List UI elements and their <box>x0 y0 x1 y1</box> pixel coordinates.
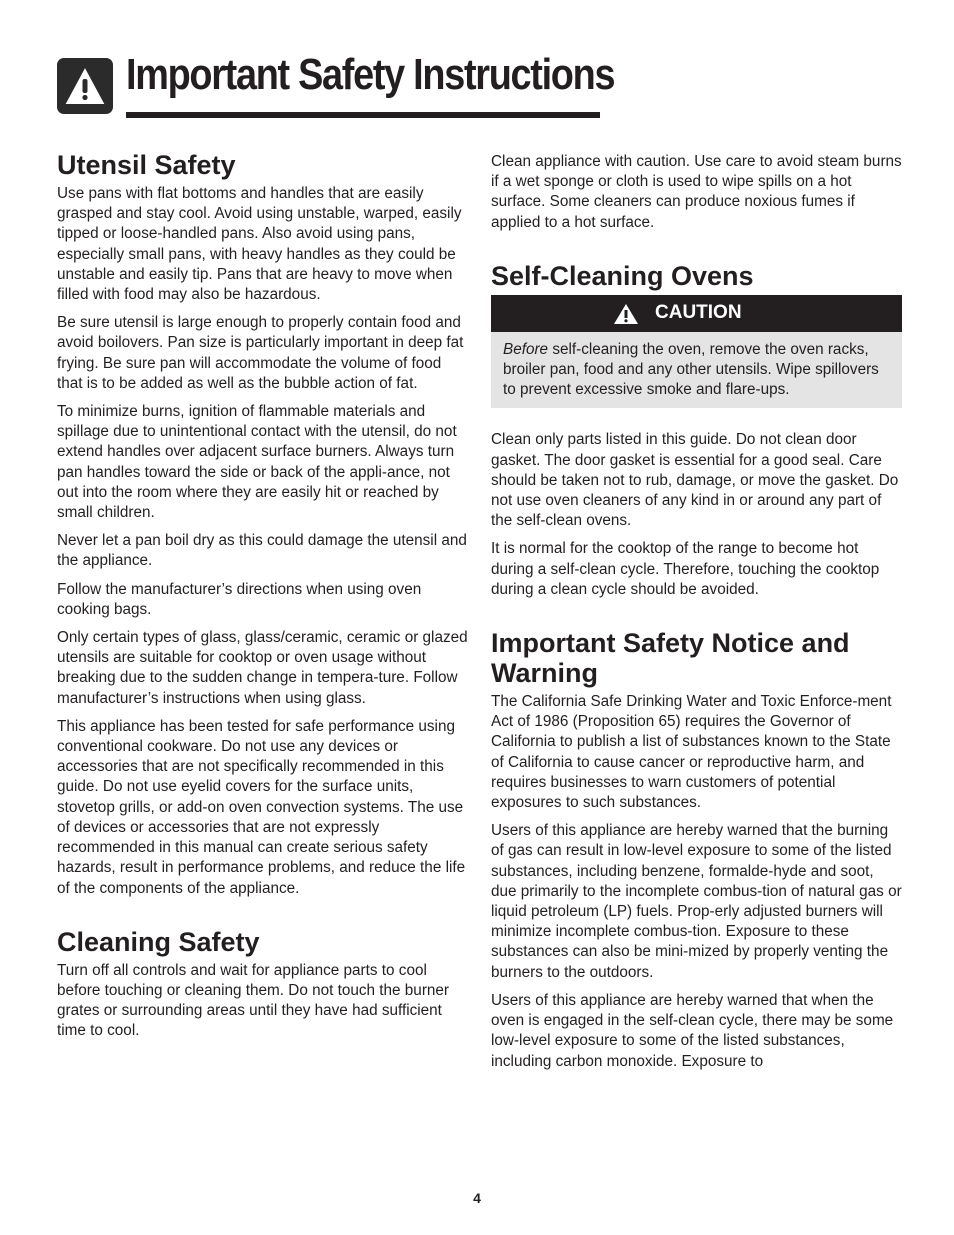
right-column <box>491 152 903 1080</box>
utensil-paragraph: To minimize burns, ignition of flammable materials and spillage due to unintentional contact with the utensil, do not extend handles over adjacent surface burners. Always turn pan handles toward the side or back of the appli-ance, not out into the room where they are easily hit or reached by small children. <box>57 403 457 522</box>
caution-box <box>491 295 902 409</box>
caution-text <box>503 340 890 401</box>
caution-message: self-cleaning the oven, remove the oven racks, broiler pan, food and any other utensils. Wipe spillovers to prevent excessive smoke and flare-ups. <box>503 340 879 399</box>
self-cleaning-heading: Self-Cleaning Ovens <box>491 260 754 291</box>
utensil-paragraph: Follow the manufacturer’s directions when using oven cooking bags. <box>57 580 422 618</box>
warning-icon <box>57 58 113 114</box>
caution-label: CAUTION <box>655 301 742 323</box>
utensil-paragraph: This appliance has been tested for safe performance using conventional cookware. Do not use any devices or accessories that are not specifically recommended in this guide. Do not use eyelid covers for the surface units, stovetop grills, or add-on oven convection systems. The use of devices or accessories that are not expressly recommended in this manual can create serious safety hazards, result in performance problems, and reduce the life of the components of the appliance. <box>57 717 466 897</box>
utensil-paragraph: Never let a pan boil dry as this could damage the utensil and the appliance. <box>57 532 467 570</box>
utensil-paragraph: Use pans with flat bottoms and handles that are easily grasped and stay cool. Avoid using unstable, warped, easily tipped or loose-handled pans. Also avoid using pans, especially small pans, with heavy handles as they could be unstable and easily tip. Pans that are heavy to move when filled with food may also be hazardous. <box>57 185 462 304</box>
utensil-safety-heading: Utensil Safety <box>57 150 236 180</box>
caution-body <box>491 332 902 409</box>
utensil-paragraph: Only certain types of glass, glass/ceramic, ceramic or glazed utensils are suitable for cooktop or oven usage without breaking due to the sudden change in tempera-ture. Follow manufacturer’s instructions when using glass. <box>57 629 468 707</box>
utensil-paragraph: Be sure utensil is large enough to properly contain food and avoid boilovers. Pan size is particularly important in deep fat frying. Be sure pan will accommodate the volume of food that is to be added as well as the bubble action of fat. <box>57 314 464 392</box>
page-title: Important Safety Instructions <box>126 50 615 99</box>
cleaning-safety-heading: Cleaning Safety <box>57 926 260 957</box>
page-number: 4 <box>473 1190 481 1206</box>
cleaning-paragraph: Turn off all controls and wait for appliance parts to cool before touching or cleaning them. Do not touch the burner grates or surrounding areas until they have had sufficient time to cool. <box>57 961 450 1040</box>
safety-notice-heading: Important Safety Notice and Warning <box>491 628 850 689</box>
self-cleaning-paragraph: Clean only parts listed in this guide. Do not clean door gasket. The door gasket is essential for a good seal. Care should be taken not to rub, damage, or move the gasket. Do not use oven cleaners of any kind in or around any part of the self-clean ovens. <box>491 431 899 530</box>
page-header <box>57 50 615 122</box>
caution-emphasis: Before <box>503 340 549 358</box>
notice-paragraph: Users of this appliance are hereby warned that the burning of gas can result in low-level exposure to some of the listed substances, including benzene, formalde-hyde and soot, due primarily to the incomplete combus-tion of natural gas or liquid petroleum (LP) fuels. Prop-erly adjusted burners will minimize incomplete combus-tion. Exposure to these substances can also be mini-mized by properly venting the burners to the outdoors. <box>491 822 902 981</box>
left-column <box>57 150 471 1050</box>
notice-paragraph: Users of this appliance are hereby warned that when the oven is engaged in the self-clean cycle, there may be some low-level exposure to some of the listed substances, including carbon monoxide. Exposure to <box>491 991 894 1070</box>
title-underline <box>126 112 600 118</box>
clean-caution-paragraph: Clean appliance with caution. Use care to avoid steam burns if a wet sponge or cloth is used to wipe spills on a hot surface. Some cleaners can produce noxious fumes if applied to a hot surface. <box>491 153 902 231</box>
warning-icon <box>613 303 639 325</box>
caution-header <box>491 295 902 332</box>
self-cleaning-paragraph: It is normal for the cooktop of the range to become hot during a self-clean cycle. Therefore, touching the cooktop during a clean cycle should be avoided. <box>491 540 880 598</box>
notice-paragraph: The California Safe Drinking Water and Toxic Enforce-ment Act of 1986 (Proposition 65) requires the Governor of California to publish a list of substances known to the State of California to cause cancer or reproductive harm, and requires businesses to warn customers of potential exposures to such substances. <box>491 693 892 812</box>
